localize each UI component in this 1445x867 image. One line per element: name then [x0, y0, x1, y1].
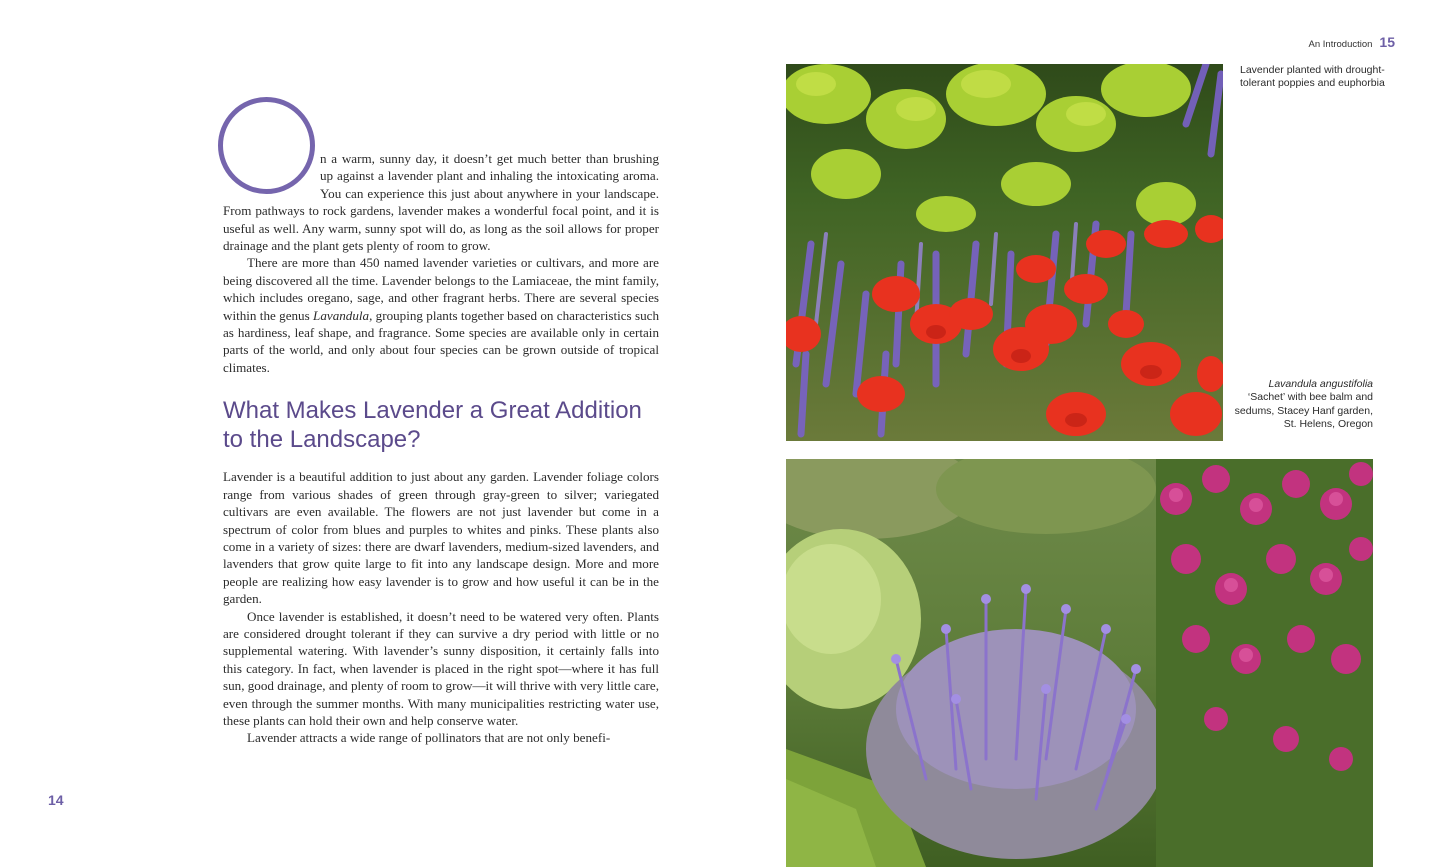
page-number-left: 14 — [48, 792, 64, 808]
paragraph-intro — [223, 150, 659, 254]
photo-lavender-bee-balm — [786, 459, 1373, 867]
photo-poppies-lavender — [786, 64, 1223, 441]
poppy-lavender-illustration — [786, 64, 1223, 441]
caption-bottom-photo — [1232, 378, 1373, 431]
paragraph-pollinators: Lavender attracts a wide range of pollinators that are not only benefi- — [247, 730, 611, 746]
running-header — [1309, 34, 1395, 50]
chapter-title: An Introduction — [1308, 39, 1373, 50]
caption-description: ‘Sachet’ with bee balm and sedums, Stacey Hanf garden, St. Helens, Oregon — [1234, 391, 1373, 430]
paragraph-addition: Lavender is a beautiful addition to just about any garden. Lavender foliage colors range from various shades of green through gray-green to silver; variegated cultivars are even available. The flowers are not just lavender but come in a spectrum of color from blues and purples to whites and pinks. These plants also come in a variety of sizes: there are dwarf lavenders, medium-sized lavenders, and lavenders that grow quite large to fit into any landscape design. More and more people are realizing how easy lavender is to grow and how useful it can be in the garden. — [223, 469, 659, 607]
varieties-text-b: , grouping plants together based on characteristics such as hardiness, leaf shape, and fragrance. Some species are available only in certain parts of the world, and only about four species can be grown outside of tropical climates. — [223, 307, 659, 375]
page-number-right: 15 — [1379, 34, 1395, 50]
paragraph-varieties — [223, 254, 659, 376]
genus-name: Lavandula — [313, 307, 370, 323]
lavender-beebalm-illustration — [786, 459, 1373, 867]
caption-top-photo: Lavender planted with drought-tolerant poppies and euphorbia — [1240, 64, 1385, 90]
caption-species: Lavandula angustifolia — [1268, 378, 1373, 390]
paragraph-drought: Once lavender is established, it doesn’t need to be watered very often. Plants are considered drought tolerant if they can survive a dry period with little or no supplemental watering. With lavender’s sunny disposition, it certainly falls into this category. In fact, when lavender is placed in the right spot—where it has full sun, good drainage, and plenty of room to grow—it will thrive with very little care, even through the summer months. With many municipalities restricting water use, these plants can hold their own and help conserve water. — [223, 608, 659, 728]
section-heading: What Makes Lavender a Great Addition to the Landscape? — [223, 397, 642, 454]
drop-cap — [218, 97, 315, 194]
varieties-text-a: There are more than 450 named lavender varieties or cultivars, and more are being discovered all the time. Lavender belongs to the Lamiaceae, the mint family, which includes oregano, sage, and other fragrant herbs. There are several species within the genus — [223, 255, 659, 323]
text-column — [223, 150, 659, 747]
intro-text: n a warm, sunny day, it doesn’t get much better than brushing up against a lavender plant and inhaling the intoxicating aroma. You can experience this just about anywhere in your landscape. From pathways to rock gardens, lavender makes a wonderful focal point, and it is useful as well. Any warm, sunny spot will do, as long as the soil allows for proper drainage and the plant gets plenty of room to grow. — [223, 151, 659, 254]
